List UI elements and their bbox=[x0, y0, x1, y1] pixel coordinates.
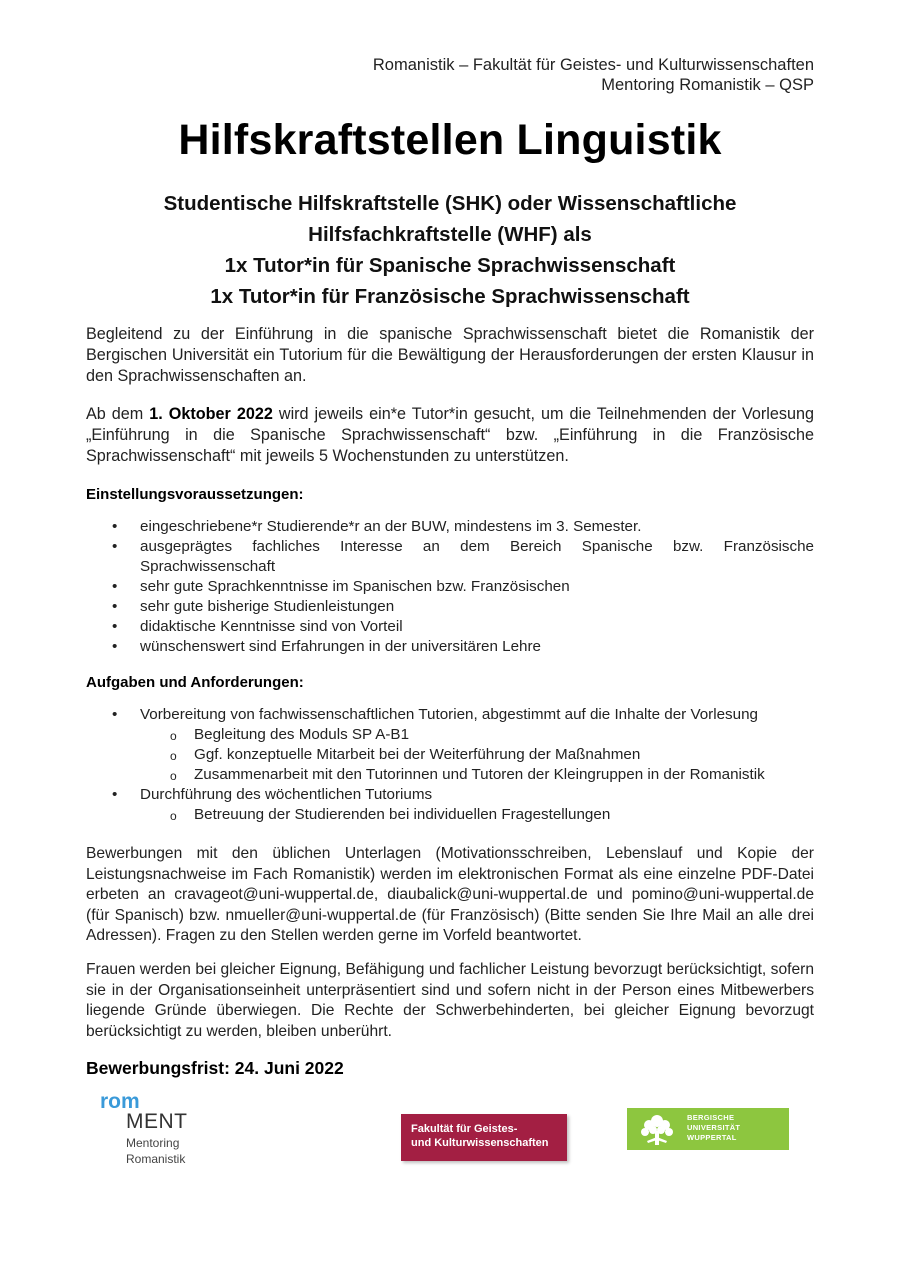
bullet-icon: • bbox=[112, 518, 118, 535]
list-item-text: Ggf. konzeptuelle Mitarbeit bei der Weiterführung der Maßnahmen bbox=[194, 746, 641, 763]
bullet-icon: • bbox=[112, 538, 118, 555]
university-logo-text bbox=[687, 1113, 740, 1143]
list-item bbox=[86, 785, 814, 805]
start-date-text-after: wird jeweils ein*e Tutor*in gesucht, um die Teilnehmenden der Vorlesung „Einführung in die Spanische Sprachwissenschaft“ bzw. „Einführung in die Französische Sprachwissenschaft“ mit jeweils 5 Wochenstunden zu unterstützen. bbox=[86, 405, 814, 465]
application-paragraph: Bewerbungen mit den üblichen Unterlagen (Motivationsschreiben, Lebenslauf und Kopie der Leistungsnachweise im Fach Romanistik) werden im elektronischen Format als eine einzelne PDF-Datei erbeten an cravageot@uni-wuppertal.de, diaubalick@uni-wuppertal.de und pomino@uni-wuppertal.de (für Spanisch) bzw. nmueller@uni-wuppertal.de (für Französisch) (Bitte senden Sie Ihre Mail an alle drei Adressen). Fragen zu den Stellen werden gerne im Vorfeld beantwortet. bbox=[86, 845, 814, 944]
equality-paragraph: Frauen werden bei gleicher Eignung, Befähigung und fachlicher Leistung bevorzugt berücksichtigt, sofern sie in der Organisationseinheit unterpräsentiert sind und sofern nicht in der Person eines Mitbewerbers liegende Gründe überwiegen. Die Rechte der Schwerbehinderten, bei gleicher Eignung bevorzugt berücksichtigt zu werden, bleiben unberührt. bbox=[86, 961, 814, 1040]
sub-list-item bbox=[86, 805, 814, 825]
bullet-icon: • bbox=[112, 598, 118, 615]
list-item-text: Begleitung des Moduls SP A-B1 bbox=[194, 726, 410, 743]
circle-bullet-icon: o bbox=[170, 729, 177, 743]
intro-paragraph: Begleitend zu der Einführung in die spanische Sprachwissenschaft bietet die Romanistik der Bergischen Universität ein Tutorium für die Bewältigung der Herausforderungen der ersten Klausur in den Sprachwissenschaften an. bbox=[86, 325, 814, 385]
university-logo-line1: BERGISCHE bbox=[687, 1113, 735, 1122]
tasks-heading: Aufgaben und Anforderungen: bbox=[86, 674, 304, 691]
university-logo-line2: UNIVERSITÄT bbox=[687, 1123, 741, 1132]
list-item-text: Betreuung der Studierenden bei individuellen Fragestellungen bbox=[194, 806, 611, 823]
tasks-list bbox=[86, 705, 814, 825]
list-item-text: Zusammenarbeit mit den Tutorinnen und Tutoren der Kleingruppen in der Romanistik bbox=[194, 766, 765, 783]
list-item bbox=[86, 517, 814, 537]
list-item-text: sehr gute Sprachkenntnisse im Spanischen bzw. Französischen bbox=[140, 578, 570, 595]
start-date: 1. Oktober 2022 bbox=[149, 405, 273, 423]
sub-list-item bbox=[86, 765, 814, 785]
requirements-heading: Einstellungsvoraussetzungen: bbox=[86, 486, 304, 503]
bullet-icon: • bbox=[112, 638, 118, 655]
faculty-logo-line2: und Kulturwissenschaften bbox=[411, 1137, 549, 1149]
list-item-text: wünschenswert sind Erfahrungen in der universitären Lehre bbox=[140, 638, 542, 655]
romment-logo bbox=[100, 1090, 210, 1170]
faculty-logo bbox=[401, 1114, 567, 1161]
start-date-text-before: Ab dem bbox=[86, 405, 150, 423]
bullet-icon: • bbox=[112, 786, 118, 803]
list-item-text: Vorbereitung von fachwissenschaftlichen Tutorien, abgestimmt auf die Inhalte der Vorlesung bbox=[140, 706, 758, 723]
circle-bullet-icon: o bbox=[170, 809, 177, 823]
university-logo-line3: WUPPERTAL bbox=[687, 1133, 737, 1142]
bullet-icon: • bbox=[112, 706, 118, 723]
romment-logo-line2: Romanistik bbox=[126, 1152, 186, 1166]
sub-list-item bbox=[86, 725, 814, 745]
page-title: Hilfskraftstellen Linguistik bbox=[178, 116, 722, 164]
bullet-icon: • bbox=[112, 618, 118, 635]
page-header bbox=[373, 55, 814, 95]
list-item-text: Durchführung des wöchentlichen Tutoriums bbox=[140, 786, 433, 803]
sub-list-item bbox=[86, 745, 814, 765]
university-logo bbox=[627, 1108, 789, 1150]
header-line-faculty: Romanistik – Fakultät für Geistes- und Kulturwissenschaften bbox=[372, 56, 814, 74]
tree-icon bbox=[633, 1111, 681, 1147]
list-item-text: ausgeprägtes fachliches Interesse an dem Bereich Spanische bzw. Französische Sprachwissenschaft bbox=[140, 538, 814, 575]
list-item bbox=[86, 577, 814, 597]
circle-bullet-icon: o bbox=[170, 769, 177, 783]
list-item-text: sehr gute bisherige Studienleistungen bbox=[140, 598, 395, 615]
bullet-icon: • bbox=[112, 578, 118, 595]
header-line-mentoring: Mentoring Romanistik – QSP bbox=[601, 76, 814, 94]
romment-logo-line1: Mentoring bbox=[126, 1136, 180, 1150]
list-item bbox=[86, 637, 814, 657]
application-deadline: Bewerbungsfrist: 24. Juni 2022 bbox=[86, 1058, 344, 1078]
position-subtitle bbox=[80, 188, 820, 312]
requirements-list bbox=[86, 517, 814, 657]
subtitle-line: 1x Tutor*in für Französische Sprachwissenschaft bbox=[210, 285, 690, 308]
list-item bbox=[86, 537, 814, 577]
subtitle-line: 1x Tutor*in für Spanische Sprachwissenschaft bbox=[224, 254, 676, 277]
romment-logo-ment: MENT bbox=[126, 1110, 188, 1133]
romment-logo-rom: rom bbox=[100, 1090, 140, 1113]
list-item-text: didaktische Kenntnisse sind von Vorteil bbox=[140, 618, 403, 635]
list-item bbox=[86, 617, 814, 637]
circle-bullet-icon: o bbox=[170, 749, 177, 763]
list-item bbox=[86, 597, 814, 617]
list-item-text: eingeschriebene*r Studierende*r an der BUW, mindestens im 3. Semester. bbox=[140, 518, 642, 535]
list-item bbox=[86, 705, 814, 725]
subtitle-line: Hilfsfachkraftstelle (WHF) als bbox=[308, 223, 592, 246]
subtitle-line: Studentische Hilfskraftstelle (SHK) oder Wissenschaftliche bbox=[163, 192, 737, 215]
start-date-paragraph bbox=[86, 404, 814, 467]
faculty-logo-line1: Fakultät für Geistes- bbox=[411, 1123, 518, 1135]
